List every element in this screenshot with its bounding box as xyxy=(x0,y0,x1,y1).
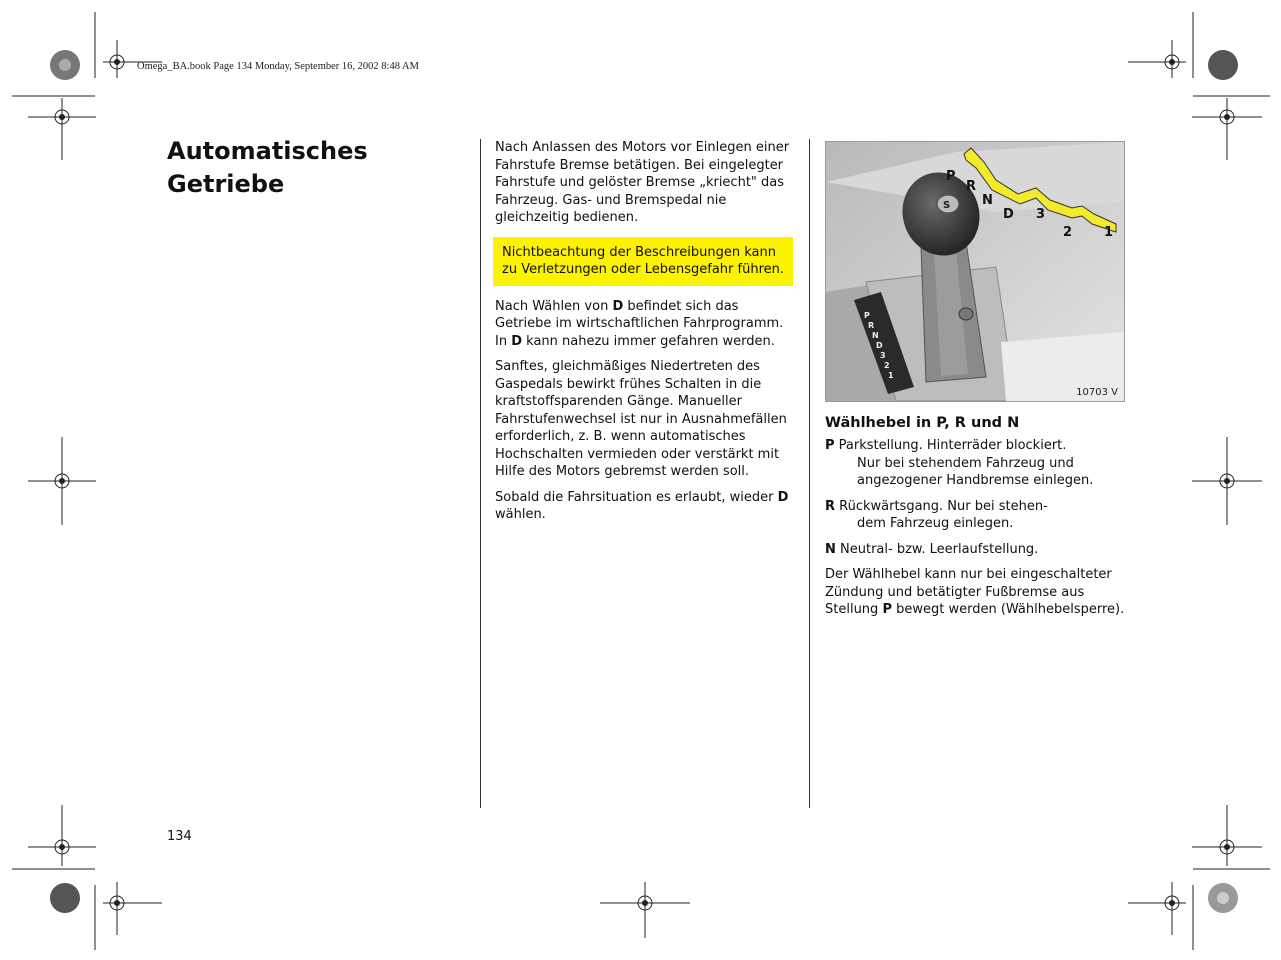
section-subheading: Wählhebel in P, R und N xyxy=(825,415,1020,431)
page-number: 134 xyxy=(167,829,192,844)
definition-p: P Parkstellung. Hinterräder blockiert. Nur bei stehendem Fahrzeug und angezogener Handbremse einlegen. xyxy=(825,438,1094,488)
gate-label-d: D xyxy=(1003,207,1014,222)
console-label-1: 1 xyxy=(888,371,894,380)
gate-label-n: N xyxy=(982,193,993,208)
gate-label-2: 2 xyxy=(1063,225,1073,240)
selector-lock-paragraph: Der Wählhebel kann nur bei eingeschalteter Zündung und betätigter Fußbremse aus Stellung P bewegt werden (Wählhebelsperre). xyxy=(825,567,1125,617)
gate-label-r: R xyxy=(966,179,977,194)
page-title xyxy=(167,135,368,201)
intro-paragraph: Nach Anlassen des Motors vor Einlegen einer Fahrstufe Bremse betätigen. Bei eingelegter Fahrstufe und gelöster Bremse „kriecht" das Fahrzeug. Gas- und Bremspedal nie gleichzeitig bedienen. xyxy=(495,140,790,225)
definition-n: N Neutral- bzw. Leerlaufstellung. xyxy=(825,541,1039,557)
column-rule-left xyxy=(480,139,481,808)
console-label-n: N xyxy=(872,331,879,340)
selector-text-column xyxy=(825,414,1125,627)
title-line-1: Automatisches xyxy=(167,137,368,165)
figure-code: 10703 V xyxy=(1076,387,1118,398)
console-label-r: R xyxy=(868,321,875,330)
console-label-2: 2 xyxy=(884,361,890,370)
knob-badge: S xyxy=(943,200,951,211)
gate-label-p: P xyxy=(946,169,956,184)
console-label-d: D xyxy=(876,341,883,350)
running-header: Omega_BA.book Page 134 Monday, September 16, 2002 8:48 AM xyxy=(137,61,419,72)
title-line-2: Getriebe xyxy=(167,170,285,198)
warning-box: Nichtbeachtung der Beschreibungen kann zu Verletzungen oder Lebensgefahr führen. xyxy=(493,237,793,286)
console-label-p: P xyxy=(864,311,870,320)
gear-selector-illustration xyxy=(825,141,1125,402)
gate-label-1: 1 xyxy=(1104,225,1114,240)
drive-paragraph: Nach Wählen von D befindet sich das Getriebe im wirtschaftlichen Fahrprogramm. In D kann nahezu immer gefahren werden. xyxy=(495,298,784,349)
gate-label-3: 3 xyxy=(1036,207,1046,222)
main-text-column xyxy=(495,139,793,532)
sobald-paragraph: Sobald die Fahrsituation es erlaubt, wieder D wählen. xyxy=(495,489,789,522)
gas-paragraph: Sanftes, gleichmäßiges Niedertreten des Gaspedals bewirkt frühes Schalten in die kraftstoffsparenden Gänge. Manueller Fahrstufenwechsel ist nur in Ausnahmefällen erforderlich, z. B. wenn automatisches Hochschalten vermieden oder verstärkt mit Hilfe des Motors gebremst werden soll. xyxy=(495,359,787,479)
console-label-3: 3 xyxy=(880,351,886,360)
definition-r: R Rückwärtsgang. Nur bei stehen- dem Fahrzeug einlegen. xyxy=(825,498,1048,531)
column-rule-right xyxy=(809,139,810,808)
